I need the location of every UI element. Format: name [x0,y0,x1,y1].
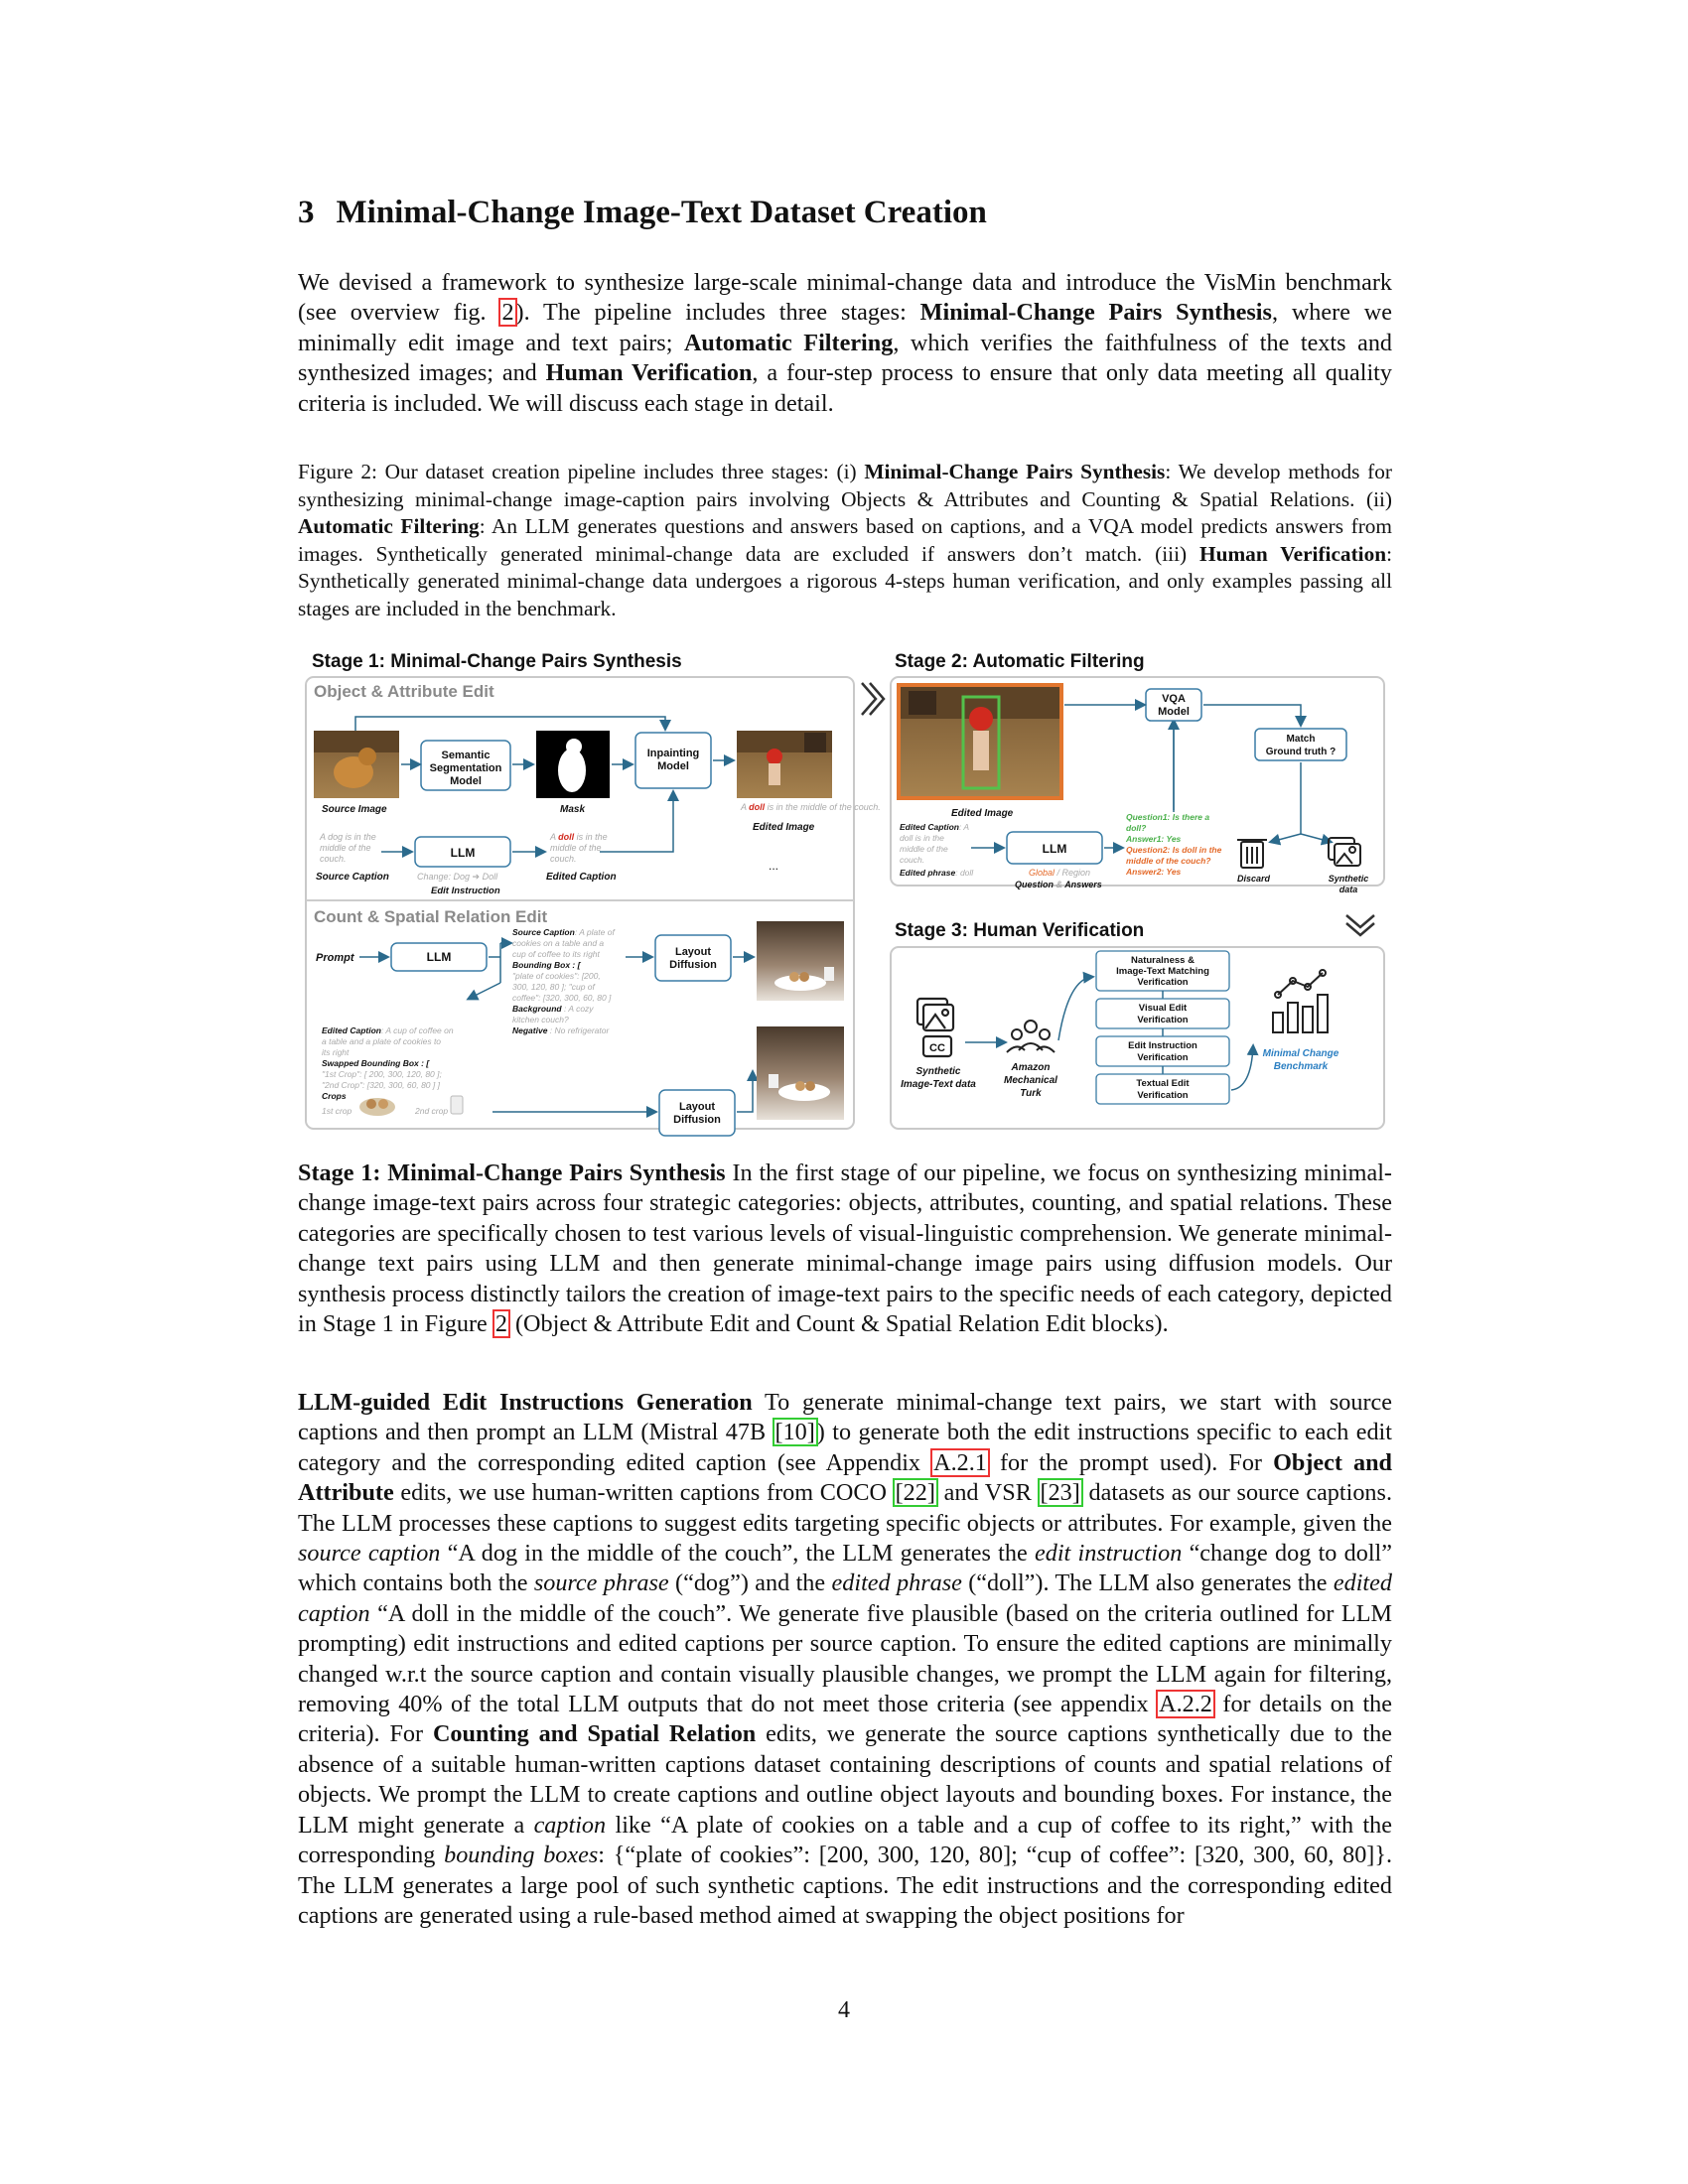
svg-text:...: ... [769,859,779,873]
citation-22[interactable]: [22] [895,1479,935,1507]
svg-text:A doll is in the middle of the: A doll is in the middle of the couch. [741,802,881,812]
svg-text:Naturalness &Image-Text Matchi: Naturalness & Image-Text Matching Verification [1116,955,1209,988]
svg-text:Textual EditVerification: Textual Edit Verification [1136,1078,1190,1101]
citation-10[interactable]: [10] [774,1419,815,1446]
layout-diffusion-box-1 [655,935,731,981]
stage2-title: Stage 2: Automatic Filtering [895,651,1145,672]
svg-text:1st crop: 1st crop [322,1106,352,1116]
svg-text:AmazonMechanicalTurk: Amazon Mechanical Turk [1004,1062,1057,1099]
svg-text:Prompt: Prompt [316,952,354,964]
cs-title: Count & Spatial Relation Edit [314,907,548,926]
appendix-a21-link[interactable]: A.2.1 [933,1448,987,1476]
svg-text:VQAModel: VQA Model [1158,693,1190,718]
cs-edited-image-thumbnail [757,1026,844,1120]
svg-text:Edited Caption: A doll is: Edited Caption: A doll is in the middle of the couch. Edited phrase: doll [900,822,974,878]
svg-text:Edited Image: Edited Image [951,808,1014,819]
svg-text:SyntheticImage-Text data: Synthetic Image-Text data [901,1066,976,1090]
svg-text:Edit InstructionVerification: Edit Instruction Verification [1128,1040,1197,1063]
pipeline-diagram [298,645,1392,1137]
citation-23[interactable]: [23] [1040,1479,1080,1507]
svg-text:Edited Caption: Edited Caption [546,872,617,883]
svg-text:Edited Image: Edited Image [753,822,815,833]
svg-text:LLM: LLM [1042,842,1067,856]
svg-text:InpaintingModel: Inpainting Model [646,748,700,772]
svg-text:Discard: Discard [1237,874,1271,884]
svg-text:LLM: LLM [426,950,452,964]
stage1-title: Stage 1: Minimal-Change Pairs Synthesis [312,651,682,672]
chevron-down-icon [1346,915,1374,935]
svg-text:Change: Dog ➔ Doll: Change: Dog ➔ Doll [417,872,498,882]
svg-text:LLM: LLM [450,846,476,860]
svg-text:Question1: Is there a doll: Question1: Is there a doll? Answer1: Yes Question2: Is doll in the middle of the couch? Answer2: Yes [1126,812,1222,877]
svg-text:Global / Region: Global / Region [1029,868,1091,878]
svg-text:Question & Answers: Question & Answers [1015,880,1102,889]
svg-text:Syntheticdata: Synthetic data [1328,874,1369,894]
stage1-paragraph: Stage 1: Minimal-Change Pairs Synthesis In the first stage of our pipeline, we focus on synthesizing minimal-change image-text pairs across four strategic categories: objects, attributes, counting, and spatial relations. These categories are specifically chosen to test various levels of visual-linguistic comprehension. We generate minimal-change text pairs using LLM and then generate minimal-change image pairs using diffusion models. Our synthesis process distinctly tailors the creation of image-text pairs to the specific needs of each category, depicted in Stage 1 in Figure 2 (Object & Attribute Edit and Count & Spatial Relation Edit blocks). [298,1160,1392,1338]
layout-diffusion-box-2 [659,1090,735,1136]
svg-text:Edited Caption: A cup of coffe: Edited Caption: A cup of coffee on a table and a plate of cookies to its right Swapped Bounding Box : [ "1st Crop": [ 200, 300, 120, 80 ]; "2nd Crop": [320, 300, 60, 80 ] ] Crops [322,1025,454,1101]
svg-text:Mask: Mask [560,804,586,815]
figure-caption: Figure 2: Our dataset creation pipeline includes three stages: (i) Minimal-Change Pairs Synthesis: We develop methods for synthesizing minimal-change image-caption pairs involving Objects & Attributes and Counting & Spatial Relations. (ii) Automatic Filtering: An LLM generates questions and answers based on captions, and a VQA model predicts answers from images. Synthetically generated minimal-change data are excluded if answers don’t match. (iii) Human Verification: Synthetically generated minimal-change data undergoes a rigorous 4-steps human verification, and only examples passing all stages are included in the benchmark. [298,460,1392,620]
figure-ref-link[interactable]: 2 [501,299,514,327]
oa-title: Object & Attribute Edit [314,682,494,701]
section-heading: 3 Minimal-Change Image-Text Dataset Creation [298,195,987,230]
svg-text:Source Image: Source Image [322,804,387,815]
svg-text:LayoutDiffusion: Layout Diffusion [673,1101,721,1126]
svg-text:MatchGround truth ?: Match Ground truth ? [1265,734,1336,757]
edited-image-thumbnail [737,731,832,798]
svg-text:A doll is in themiddle of thec: A doll is in the middle of the couch. [550,832,608,864]
svg-text:Source Caption: Source Caption [316,872,389,883]
s2-edited-image-thumbnail [897,683,1063,800]
svg-text:A dog is in themiddle of theco: A dog is in the middle of the couch. [320,832,376,864]
source-image-thumbnail [314,731,399,798]
pipeline-figure [298,645,1392,1137]
svg-text:LayoutDiffusion: Layout Diffusion [669,946,717,971]
svg-text:CC: CC [929,1042,945,1054]
llm-paragraph: LLM-guided Edit Instructions Generation To generate minimal-change text pairs, we start with source captions and then prompt an LLM (Mistral 47B [10]) to generate both the edit instructions specific to each edit category and the corresponding edited caption (see Appendix A.2.1 for the prompt used). For Object and Attribute edits, we use human-written captions from COCO [22] and VSR [23] datasets as our source captions. The LLM processes these captions to suggest edits targeting specific objects or attributes. For example, given the source caption “A dog in the middle of the couch”, the LLM generates the edit instruction “change dog to doll” which contains both the source phrase (“dog”) and the edited phrase (“doll”). The LLM also generates the edited caption “A doll in the middle of the couch”. We generate five plausible (based on the criteria outlined for LLM prompting) edit instructions and edited captions per source caption. To ensure the edited captions are minimally changed w.r.t the source caption and contain visually plausible changes, we prompt the LLM again for filtering, removing 40% of the total LLM outputs that do not meet those criteria (see appendix A.2.2 for details on the criteria). For Counting and Spatial Relation edits, we generate the source captions synthetically due to the absence of a suitable human-written captions dataset containing descriptions of counts and spatial relations of objects. We prompt the LLM to create captions and outline object layouts and bounding boxes. For instance, the LLM might generate a caption like “A plate of cookies on a table and a cup of coffee to its right,” with the corresponding bounding boxes: {“plate of cookies”: [200, 300, 120, 80]; “cup of coffee”: [320, 300, 60, 80]}. The LLM generates a large pool of such synthetic captions. The edit instructions and the corresponding edited captions are generated using a rule-based method aimed at swapping the object positions for [298,1389,1393,1929]
svg-text:2nd crop: 2nd crop [415,1106,449,1116]
svg-text:Source Caption: A plate of: Source Caption: A plate of cookies on a table and a cup of coffee to its right Bounding Box : [ "plate of cookies": [200, 300, 120, 80 ]; "cup of coffee": [320, 300, 60, 80 ] Background : A cozy kitchen couch? Negative : No refrigerator [512,927,615,1035]
chevron-right-icon [862,683,884,715]
intro-paragraph: We devised a framework to synthesize large-scale minimal-change data and introduce the VisMin benchmark (see overview fig. 2). The pipeline includes three stages: Minimal-Change Pairs Synthesis, where we minimally edit image and text pairs; Automatic Filtering, which verifies the faithfulness of the texts and synthesized images; and Human Verification, a four-step process to ensure that only data meeting all quality criteria is included. We will discuss each stage in detail. [298,269,1393,417]
appendix-a22-link[interactable]: A.2.2 [1159,1691,1212,1718]
svg-text:Edit Instruction: Edit Instruction [431,886,500,896]
stage3-title: Stage 3: Human Verification [895,920,1145,941]
svg-text:Visual EditVerification: Visual Edit Verification [1137,1003,1189,1025]
cs-source-image-thumbnail [757,921,844,1001]
svg-text:Minimal ChangeBenchmark: Minimal Change Benchmark [1262,1048,1339,1072]
page-number: 4 [838,1997,850,2023]
svg-text:SemanticSegmentationModel: Semantic Segmentation Model [429,750,502,787]
figure-ref-link-2[interactable]: 2 [494,1310,507,1338]
